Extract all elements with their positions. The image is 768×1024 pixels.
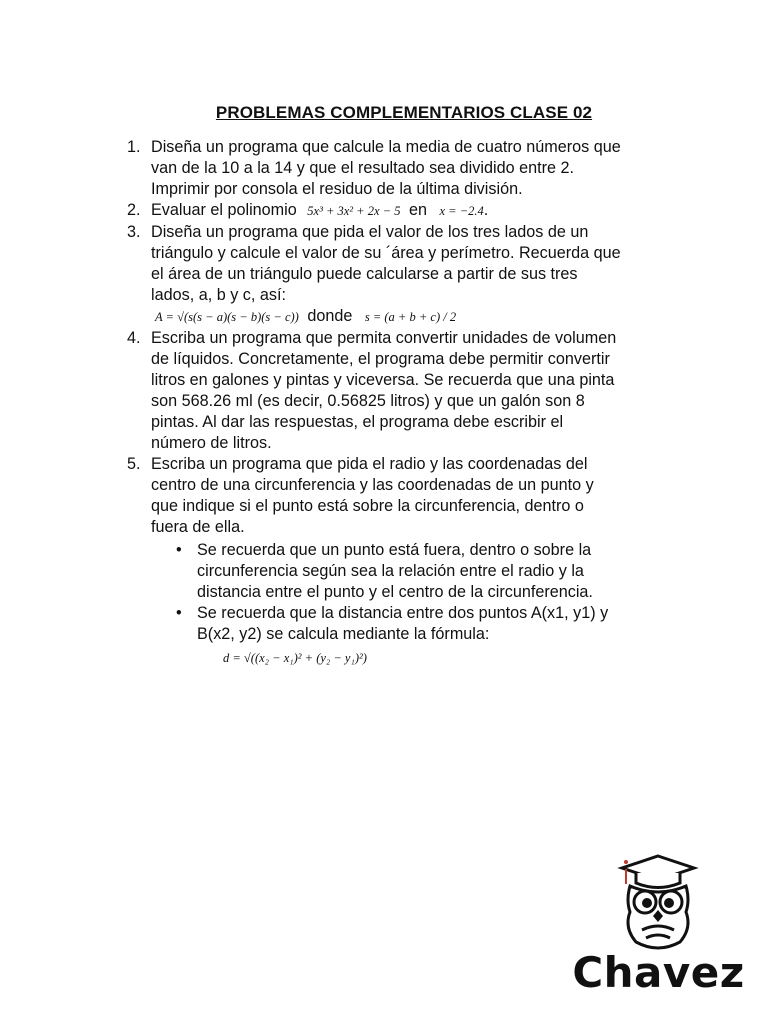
item-line: Escriba un programa que permita convertir unidades de volumen <box>151 329 617 347</box>
item-line: van de la 10 a la 14 y que el resultado sea dividido entre 2. <box>151 159 574 177</box>
bullet-list <box>173 540 687 677</box>
distance-formula: d = √((x₂ − x₁)² + (y₂ − y₁)²) <box>223 651 367 665</box>
polynomial-formula: 5x³ + 3x² + 2x − 5 <box>307 204 401 218</box>
bullet-line: circunferencia según sea la relación entre el radio y la <box>197 562 584 580</box>
item-line: Diseña un programa que pida el valor de los tres lados de un <box>151 223 589 241</box>
problem-list <box>127 137 687 677</box>
page-title: PROBLEMAS COMPLEMENTARIOS CLASE 02 <box>215 103 593 122</box>
item-line: son 568.26 ml (es decir, 0.56825 litros) y que un galón son 8 <box>151 392 585 410</box>
item-line: Diseña un programa que calcule la media de cuatro números que <box>151 138 621 156</box>
x-value-formula: x = −2.4 <box>439 204 484 218</box>
item-number: 3. <box>127 223 141 241</box>
item-number: 5. <box>127 455 141 473</box>
bullet-line: Se recuerda que la distancia entre dos puntos A(x1, y1) y <box>197 604 609 622</box>
bullet-icon: • <box>176 604 182 622</box>
item-line: Escriba un programa que pida el radio y las coordenadas del <box>151 455 588 473</box>
item-text: . <box>483 201 489 219</box>
item-text: Evaluar el polinomio <box>151 201 297 219</box>
bullet-item <box>173 540 687 603</box>
item-line: fuera de ella. <box>151 518 245 536</box>
bullet-icon: • <box>176 541 182 559</box>
item-line: centro de una circunferencia y las coordenadas de un punto y <box>151 476 594 494</box>
item-number: 1. <box>127 138 141 156</box>
item-line: lados, a, b y c, así: <box>151 286 286 304</box>
problem-item-5 <box>127 454 687 677</box>
item-text: donde <box>307 307 353 325</box>
item-line: número de litros. <box>151 434 272 452</box>
item-text: en <box>408 201 427 219</box>
bullet-item <box>173 603 687 677</box>
item-line: de líquidos. Concretamente, el programa debe permitir convertir <box>151 350 610 368</box>
bullet-line: Se recuerda que un punto está fuera, dentro o sobre la <box>197 541 592 559</box>
item-line: Imprimir por consola el residuo de la última división. <box>151 180 523 198</box>
brand-logo <box>566 850 751 1000</box>
problem-item-3 <box>127 222 687 328</box>
area-formula: A = √(s(s − a)(s − b)(s − c)) <box>155 310 299 324</box>
item-line: triángulo y calcule el valor de su ´área y perímetro. Recuerda que <box>151 244 621 262</box>
owl-graduate-icon <box>616 850 701 950</box>
item-line: el área de un triángulo puede calcularse a partir de sus tres <box>151 265 578 283</box>
item-line: litros en galones y pintas y viceversa. Se recuerda que una pinta <box>151 371 615 389</box>
semiperimeter-formula: s = (a + b + c) / 2 <box>364 310 457 324</box>
problem-item-2 <box>127 200 687 222</box>
item-number: 2. <box>127 201 141 219</box>
problem-item-4 <box>127 328 687 454</box>
bullet-line: distancia entre el punto y el centro de la circunferencia. <box>197 583 593 601</box>
item-number: 4. <box>127 329 141 347</box>
brand-name: Chavez <box>572 948 745 997</box>
item-line: pintas. Al dar las respuestas, el programa debe escribir el <box>151 413 564 431</box>
problem-item-1 <box>127 137 687 200</box>
bullet-line: B(x2, y2) se calcula mediante la fórmula: <box>197 625 490 643</box>
item-line: que indique si el punto está sobre la circunferencia, dentro o <box>151 497 584 515</box>
